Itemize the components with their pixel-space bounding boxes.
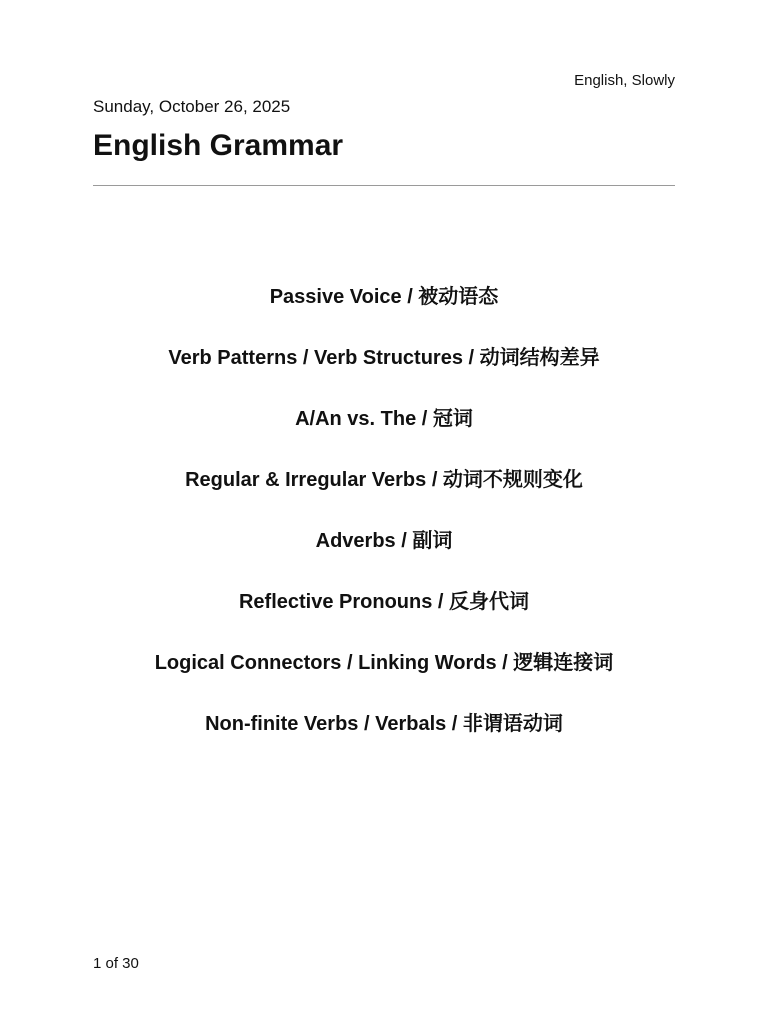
title-divider xyxy=(93,185,675,186)
topic-item: Adverbs / 副词 xyxy=(315,530,453,552)
topic-list xyxy=(0,284,768,772)
book-title: English, Slowly xyxy=(574,72,675,89)
topic-item: Reflective Pronouns / 反身代词 xyxy=(238,591,530,613)
page-title: English Grammar xyxy=(93,129,344,162)
topic-item: A/An vs. The / 冠词 xyxy=(295,408,473,430)
topic-item: Passive Voice / 被动语态 xyxy=(269,286,499,308)
page-number: 1 of 30 xyxy=(93,955,139,972)
page-date: Sunday, October 26, 2025 xyxy=(93,97,291,116)
topic-item: Logical Connectors / Linking Words / 逻辑连接词 xyxy=(154,652,614,674)
topic-item: Verb Patterns / Verb Structures / 动词结构差异 xyxy=(168,347,600,369)
topic-item: Non-finite Verbs / Verbals / 非谓语动词 xyxy=(205,713,563,735)
topic-item: Regular & Irregular Verbs / 动词不规则变化 xyxy=(185,469,583,491)
